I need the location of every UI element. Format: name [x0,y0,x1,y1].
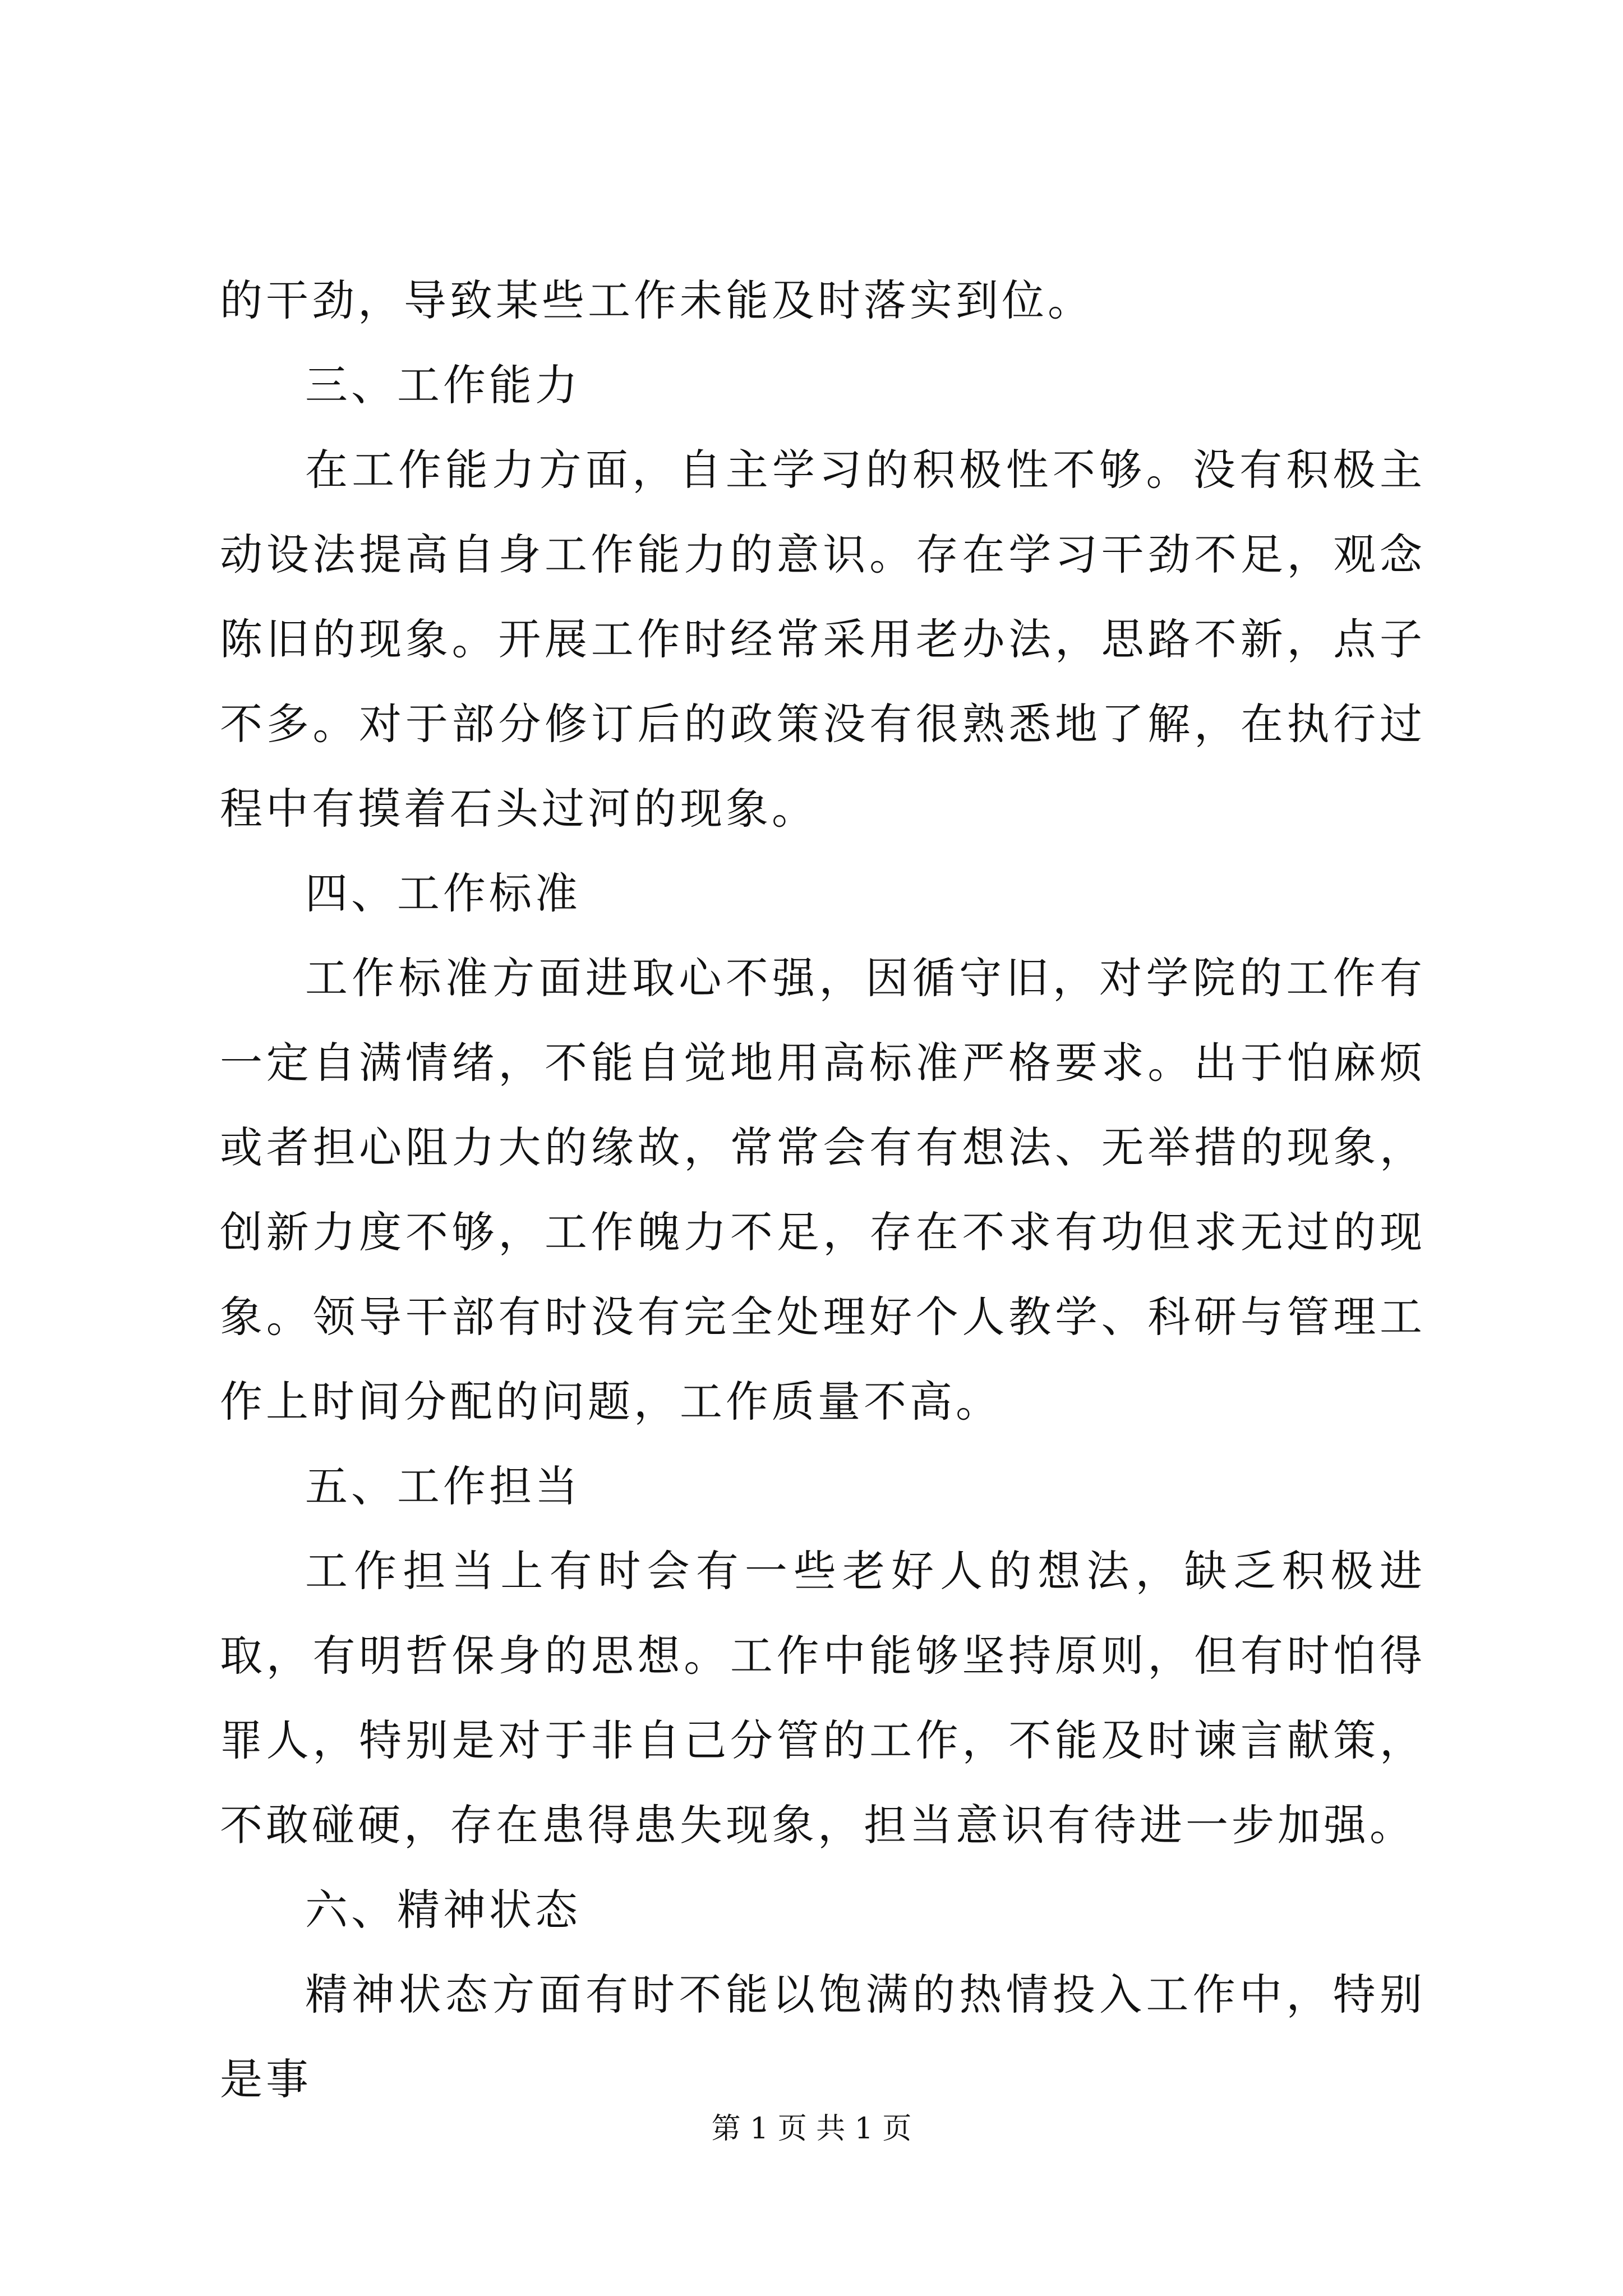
section-heading-work-ability: 三、工作能力 [305,360,581,410]
section-heading-work-standard: 四、工作标准 [305,868,581,918]
paragraph-continuation: 的干劲，导致某些工作未能及时落实到位。 [220,275,1094,325]
page-footer: 第 1 页 共 1 页 [711,2112,912,2146]
paragraph-work-responsibility: 工作担当上有时会有一些老好人的想法，缺乏积极进取，有明哲保身的思想。工作中能够坚持原则，但有时怕得罪人，特别是对于非自己分管的工作，不能及时谏言献策，不敢碰硬，存在患得患失现象，担当意识有待进一步加强。 [220,1546,1426,1850]
document-body [220,258,1426,2122]
paragraph-mental-state: 精神状态方面有时不能以饱满的热情投入工作中，特别是事 [220,1970,1426,2104]
paragraph-work-standard: 工作标准方面进取心不强，因循守旧，对学院的工作有一定自满情绪，不能自觉地用高标准严格要求。出于怕麻烦或者担心阻力大的缘故，常常会有有想法、无举措的现象，创新力度不够，工作魄力不足，存在不求有功但求无过的现象。领导干部有时没有完全处理好个人教学、科研与管理工作上时间分配的问题，工作质量不高。 [220,953,1426,1427]
section-heading-work-responsibility: 五、工作担当 [305,1461,581,1511]
paragraph-work-ability: 在工作能力方面，自主学习的积极性不够。没有积极主动设法提高自身工作能力的意识。存在学习干劲不足，观念陈旧的现象。开展工作时经常采用老办法，思路不新，点子不多。对于部分修订后的政策没有很熟悉地了解，在执行过程中有摸着石头过河的现象。 [220,445,1426,834]
section-heading-mental-state: 六、精神状态 [305,1885,581,1935]
